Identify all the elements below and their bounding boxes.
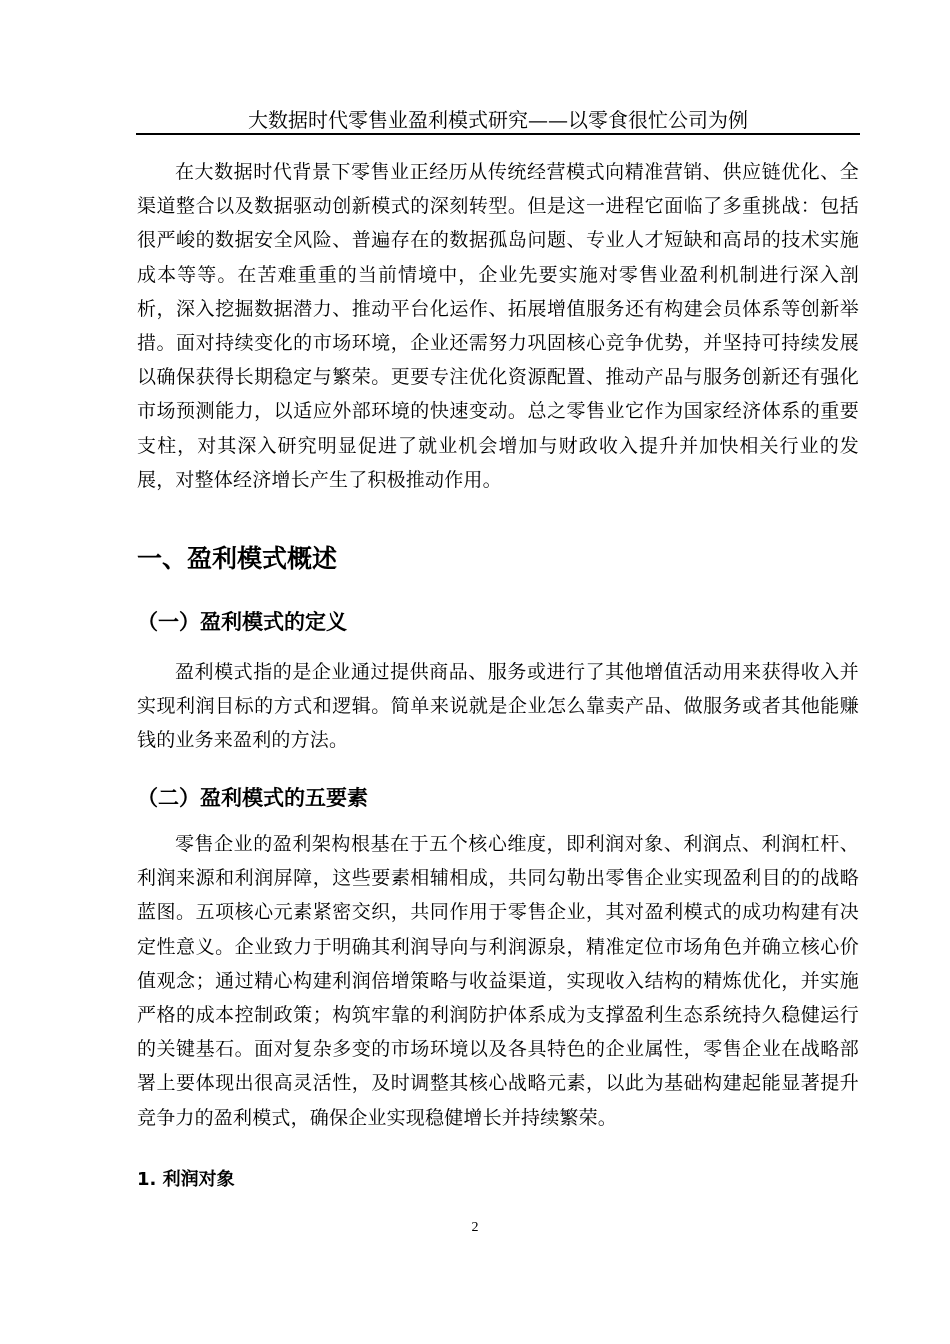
definition-paragraph: 盈利模式指的是企业通过提供商品、服务或进行了其他增值活动用来获得收入并实现利润目标的方式和逻辑。简单来说就是企业怎么靠卖产品、做服务或者其他能赚钱的业务来盈利的方法。	[137, 661, 859, 752]
subsection-heading-definition: （一）盈利模式的定义	[137, 610, 347, 634]
page-number: 2	[471, 1220, 479, 1235]
section-heading-overview: 一、盈利模式概述	[137, 544, 338, 573]
intro-paragraph: 在大数据时代背景下零售业正经历从传统经营模式向精准营销、供应链优化、全渠道整合以及数据驱动创新模式的深刻转型。但是这一进程它面临了多重挑战：包括很严峻的数据安全风险、普遍存在的数据孤岛问题、专业人才短缺和高昂的技术实施成本等等。在苦难重重的当前情境中，企业先要实施对零售业盈利机制进行深入剖析，深入挖掘数据潜力、推动平台化运作、拓展增值服务还有构建会员体系等创新举措。面对持续变化的市场环境，企业还需努力巩固核心竞争优势，并坚持可持续发展以确保获得长期稳定与繁荣。更要专注优化资源配置、推动产品与服务创新还有强化市场预测能力，以适应外部环境的快速变动。总之零售业它作为国家经济体系的重要支柱，对其深入研究明显促进了就业机会增加与财政收入提升并加快相关行业的发展，对整体经济增长产生了积极推动作用。	[137, 161, 859, 491]
subsection-heading-five-elements: （二）盈利模式的五要素	[137, 786, 368, 810]
running-header: 大数据时代零售业盈利模式研究——以零食很忙公司为例	[248, 108, 748, 132]
item-heading-profit-object: 1. 利润对象	[137, 1169, 235, 1190]
five-elements-paragraph: 零售企业的盈利架构根基在于五个核心维度，即利润对象、利润点、利润杠杆、利润来源和利润屏障，这些要素相辅相成，共同勾勒出零售企业实现盈利目的的战略蓝图。五项核心元素紧密交织，共同作用于零售企业，其对盈利模式的成功构建有决定性意义。企业致力于明确其利润导向与利润源泉，精准定位市场角色并确立核心价值观念；通过精心构建利润倍增策略与收益渠道，实现收入结构的精炼优化，并实施严格的成本控制政策；构筑牢靠的利润防护体系成为支撑盈利生态系统持久稳健运行的关键基石。面对复杂多变的市场环境以及各具特色的企业属性，零售企业在战略部署上要体现出很高灵活性，及时调整其核心战略元素，以此为基础构建起能显著提升竞争力的盈利模式，确保企业实现稳健增长并持续繁荣。	[137, 833, 859, 1129]
header-rule	[136, 133, 860, 135]
